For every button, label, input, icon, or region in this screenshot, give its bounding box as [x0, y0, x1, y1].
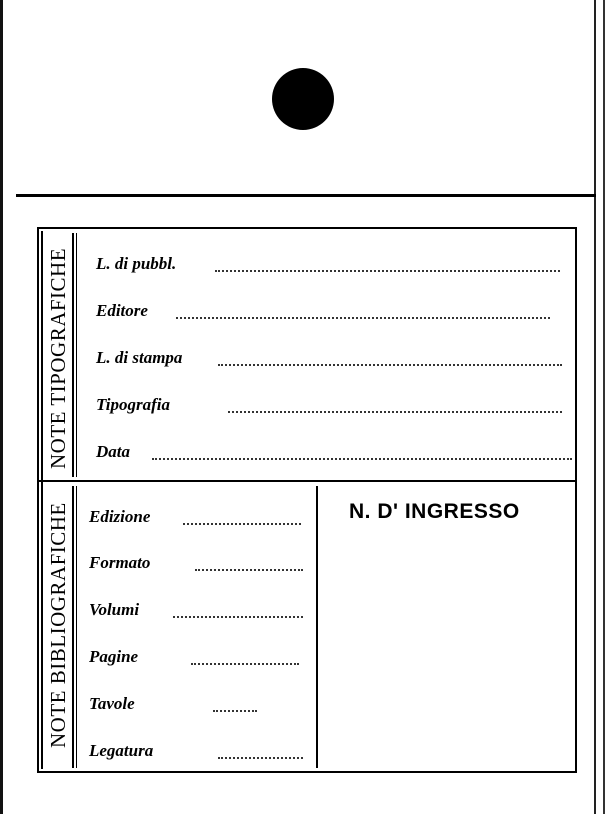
- frame-inner-rule: [41, 231, 43, 769]
- field-label-tavole: Tavole: [89, 694, 135, 713]
- field-line-formato[interactable]: [195, 569, 303, 571]
- note-tipografiche-heading: NOTE TIPOGRAFICHE: [46, 247, 70, 469]
- field-line-luogo-stampa[interactable]: [218, 364, 562, 366]
- field-label-luogo-pubblicazione: L. di pubbl.: [96, 254, 177, 273]
- tipo-label-rule-thin: [76, 233, 77, 477]
- field-line-tavole[interactable]: [213, 710, 257, 712]
- field-label-legatura: Legatura: [89, 741, 154, 760]
- note-bibliografiche-heading: NOTE BIBLIOGRAFICHE: [46, 502, 70, 748]
- field-line-editore[interactable]: [176, 317, 550, 319]
- numero-ingresso-label: N. D' INGRESSO: [349, 500, 520, 523]
- field-line-data[interactable]: [152, 458, 572, 460]
- field-label-edizione: Edizione: [89, 507, 151, 526]
- field-label-pagine: Pagine: [89, 647, 139, 666]
- field-label-editore: Editore: [96, 301, 148, 320]
- field-label-formato: Formato: [89, 553, 151, 572]
- card-right-edge-outer: [603, 0, 605, 814]
- section-divider: [37, 480, 577, 482]
- field-line-tipografia[interactable]: [228, 411, 562, 413]
- card-right-edge: [594, 0, 596, 814]
- biblio-label-rule: [72, 486, 74, 768]
- field-label-data: Data: [96, 442, 130, 461]
- field-label-tipografia: Tipografia: [96, 395, 170, 414]
- field-label-volumi: Volumi: [89, 600, 140, 619]
- numero-ingresso-field[interactable]: [322, 535, 574, 765]
- card-left-edge: [0, 0, 3, 814]
- field-line-volumi[interactable]: [173, 616, 303, 618]
- tipo-label-rule: [72, 233, 74, 477]
- fold-line: [16, 194, 596, 197]
- field-label-luogo-stampa: L. di stampa: [96, 348, 183, 367]
- biblio-label-rule-thin: [76, 486, 77, 768]
- field-line-legatura[interactable]: [218, 757, 303, 759]
- punch-hole: [272, 68, 334, 130]
- ingresso-column-divider: [316, 486, 318, 768]
- field-line-pagine[interactable]: [191, 663, 299, 665]
- field-line-edizione[interactable]: [183, 523, 301, 525]
- field-line-luogo-pubblicazione[interactable]: [215, 270, 560, 272]
